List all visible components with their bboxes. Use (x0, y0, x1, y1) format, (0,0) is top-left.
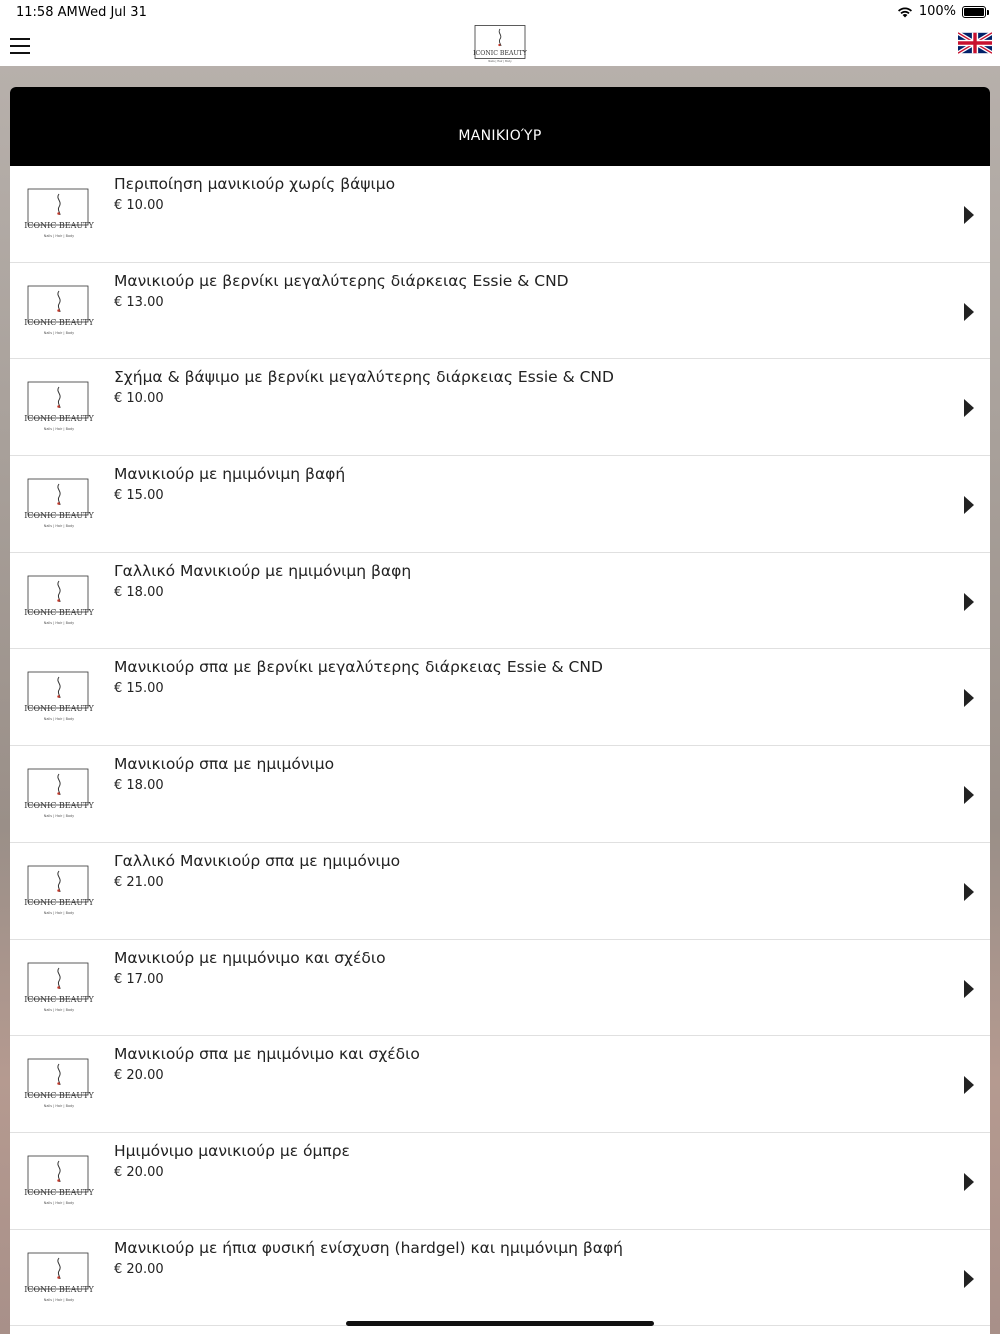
service-price: € 15.00 (114, 488, 164, 504)
service-logo-text: ICONIC BEAUTY (24, 1284, 94, 1294)
service-row[interactable] (10, 553, 990, 650)
service-logo (24, 1252, 94, 1304)
service-price: € 10.00 (114, 198, 164, 213)
service-row[interactable] (10, 1133, 990, 1230)
service-logo-tagline: Nails | Hair | Body (43, 717, 75, 722)
service-title: Ημιμόνιμο μανικιούρ με όμπρε (114, 1141, 350, 1160)
service-logo-text: ICONIC BEAUTY (24, 801, 94, 811)
status-bar (0, 0, 1000, 24)
chevron-right-icon[interactable] (964, 496, 974, 514)
brand-logo-text: ICONIC BEAUTY (473, 50, 527, 57)
service-logo (24, 575, 94, 627)
service-title: Περιποίηση μανικιούρ χωρίς βάψιμο (114, 175, 396, 193)
wifi-icon (897, 6, 913, 18)
nav-bar (0, 24, 1000, 66)
service-logo-text: ICONIC BEAUTY (24, 221, 94, 230)
service-logo (24, 962, 94, 1014)
service-title: Μανικιούρ με ήπια φυσική ενίσχυση (hardgel) και ημιμόνιμη βαφή (114, 1238, 623, 1257)
service-logo-tagline: Nails | Hair | Body (43, 427, 75, 432)
service-row[interactable] (10, 263, 990, 360)
service-row[interactable] (10, 359, 990, 456)
service-logo (24, 1155, 94, 1207)
service-price: € 20.00 (114, 1068, 164, 1084)
service-title: Μανικιούρ σπα με βερνίκι μεγαλύτερης διάρκειας Essie & CND (114, 658, 603, 677)
service-title: Μανικιούρ σπα με ημιμόνιμο (114, 755, 335, 774)
battery-percent: 100% (918, 4, 956, 19)
service-logo (24, 285, 94, 337)
service-logo-tagline: Nails | Hair | Body (43, 1104, 75, 1109)
service-price: € 20.00 (114, 1164, 164, 1180)
chevron-right-icon[interactable] (964, 689, 974, 707)
status-date: Wed Jul 31 (78, 5, 147, 20)
service-row[interactable] (10, 1036, 990, 1133)
service-logo (24, 1058, 94, 1110)
hamburger-icon[interactable] (10, 38, 30, 54)
service-logo-tagline: Nails | Hair | Body (43, 234, 75, 238)
services-panel (10, 87, 990, 1334)
service-price: € 20.00 (114, 1261, 164, 1277)
service-logo-tagline: Nails | Hair | Body (43, 620, 75, 625)
service-logo-text: ICONIC BEAUTY (24, 317, 94, 327)
home-indicator[interactable] (346, 1321, 654, 1326)
service-price: € 10.00 (114, 391, 164, 407)
service-logo-tagline: Nails | Hair | Body (43, 1200, 75, 1205)
service-logo (24, 865, 94, 917)
chevron-right-icon[interactable] (964, 980, 974, 998)
service-price: € 21.00 (114, 874, 164, 890)
service-logo (24, 381, 94, 433)
service-price: € 13.00 (114, 294, 164, 310)
chevron-right-icon[interactable] (964, 1076, 974, 1094)
service-title: Γαλλικό Μανικιούρ σπα με ημιμόνιμο (114, 851, 401, 870)
service-logo-tagline: Nails | Hair | Body (43, 814, 75, 819)
service-price: € 15.00 (114, 681, 164, 697)
service-title: Σχήμα & βάψιμο με βερνίκι μεγαλύτερης διάρκειας Essie & CND (114, 368, 614, 387)
panel-title: ΜΑΝΙΚΙΟΎΡ (10, 87, 990, 166)
chevron-right-icon[interactable] (964, 883, 974, 901)
service-row[interactable] (10, 940, 990, 1037)
chevron-right-icon[interactable] (964, 206, 974, 224)
service-logo-tagline: Nails | Hair | Body (43, 1007, 75, 1012)
battery-icon (962, 6, 986, 18)
service-title: Γαλλικό Μανικιούρ με ημιμόνιμη βαφη (114, 561, 412, 580)
chevron-right-icon[interactable] (964, 1173, 974, 1191)
service-row[interactable] (10, 649, 990, 746)
service-row[interactable] (10, 456, 990, 553)
service-logo-text: ICONIC BEAUTY (24, 994, 94, 1004)
chevron-right-icon[interactable] (964, 303, 974, 321)
service-logo-text: ICONIC BEAUTY (24, 897, 94, 907)
service-logo-tagline: Nails | Hair | Body (43, 330, 75, 335)
service-title: Μανικιούρ με βερνίκι μεγαλύτερης διάρκειας Essie & CND (114, 271, 569, 290)
service-logo-text: ICONIC BEAUTY (24, 704, 94, 714)
service-row[interactable] (10, 746, 990, 843)
service-title: Μανικιούρ με ημιμόνιμο και σχέδιο (114, 948, 386, 967)
service-logo-tagline: Nails | Hair | Body (43, 910, 75, 915)
brand-logo-tagline: Nails | Hair | Body (488, 60, 512, 63)
service-price: € 18.00 (114, 584, 164, 600)
service-list (10, 166, 990, 1326)
service-logo-text: ICONIC BEAUTY (24, 1091, 94, 1101)
service-price: € 18.00 (114, 778, 164, 794)
status-time: 11:58 AM (16, 5, 78, 20)
service-row[interactable] (10, 1230, 990, 1327)
service-title: Μανικιούρ με ημιμόνιμη βαφή (114, 465, 346, 484)
chevron-right-icon[interactable] (964, 1270, 974, 1288)
service-logo (24, 671, 94, 723)
service-logo-tagline: Nails | Hair | Body (43, 524, 75, 529)
service-title: Μανικιούρ σπα με ημιμόνιμο και σχέδιο (114, 1045, 420, 1064)
service-row[interactable] (10, 166, 990, 263)
status-indicators (897, 4, 986, 19)
service-price: € 17.00 (114, 971, 164, 987)
service-logo (24, 478, 94, 530)
uk-flag-icon[interactable] (958, 32, 992, 54)
brand-logo[interactable] (473, 25, 527, 63)
service-logo-text: ICONIC BEAUTY (24, 1187, 94, 1197)
service-logo (24, 188, 94, 240)
service-logo-tagline: Nails | Hair | Body (43, 1297, 75, 1302)
service-logo-text: ICONIC BEAUTY (24, 511, 94, 521)
chevron-right-icon[interactable] (964, 786, 974, 804)
service-logo-text: ICONIC BEAUTY (24, 414, 94, 424)
service-row[interactable] (10, 843, 990, 940)
service-logo-text: ICONIC BEAUTY (24, 607, 94, 617)
chevron-right-icon[interactable] (964, 399, 974, 417)
service-logo (24, 768, 94, 820)
chevron-right-icon[interactable] (964, 593, 974, 611)
